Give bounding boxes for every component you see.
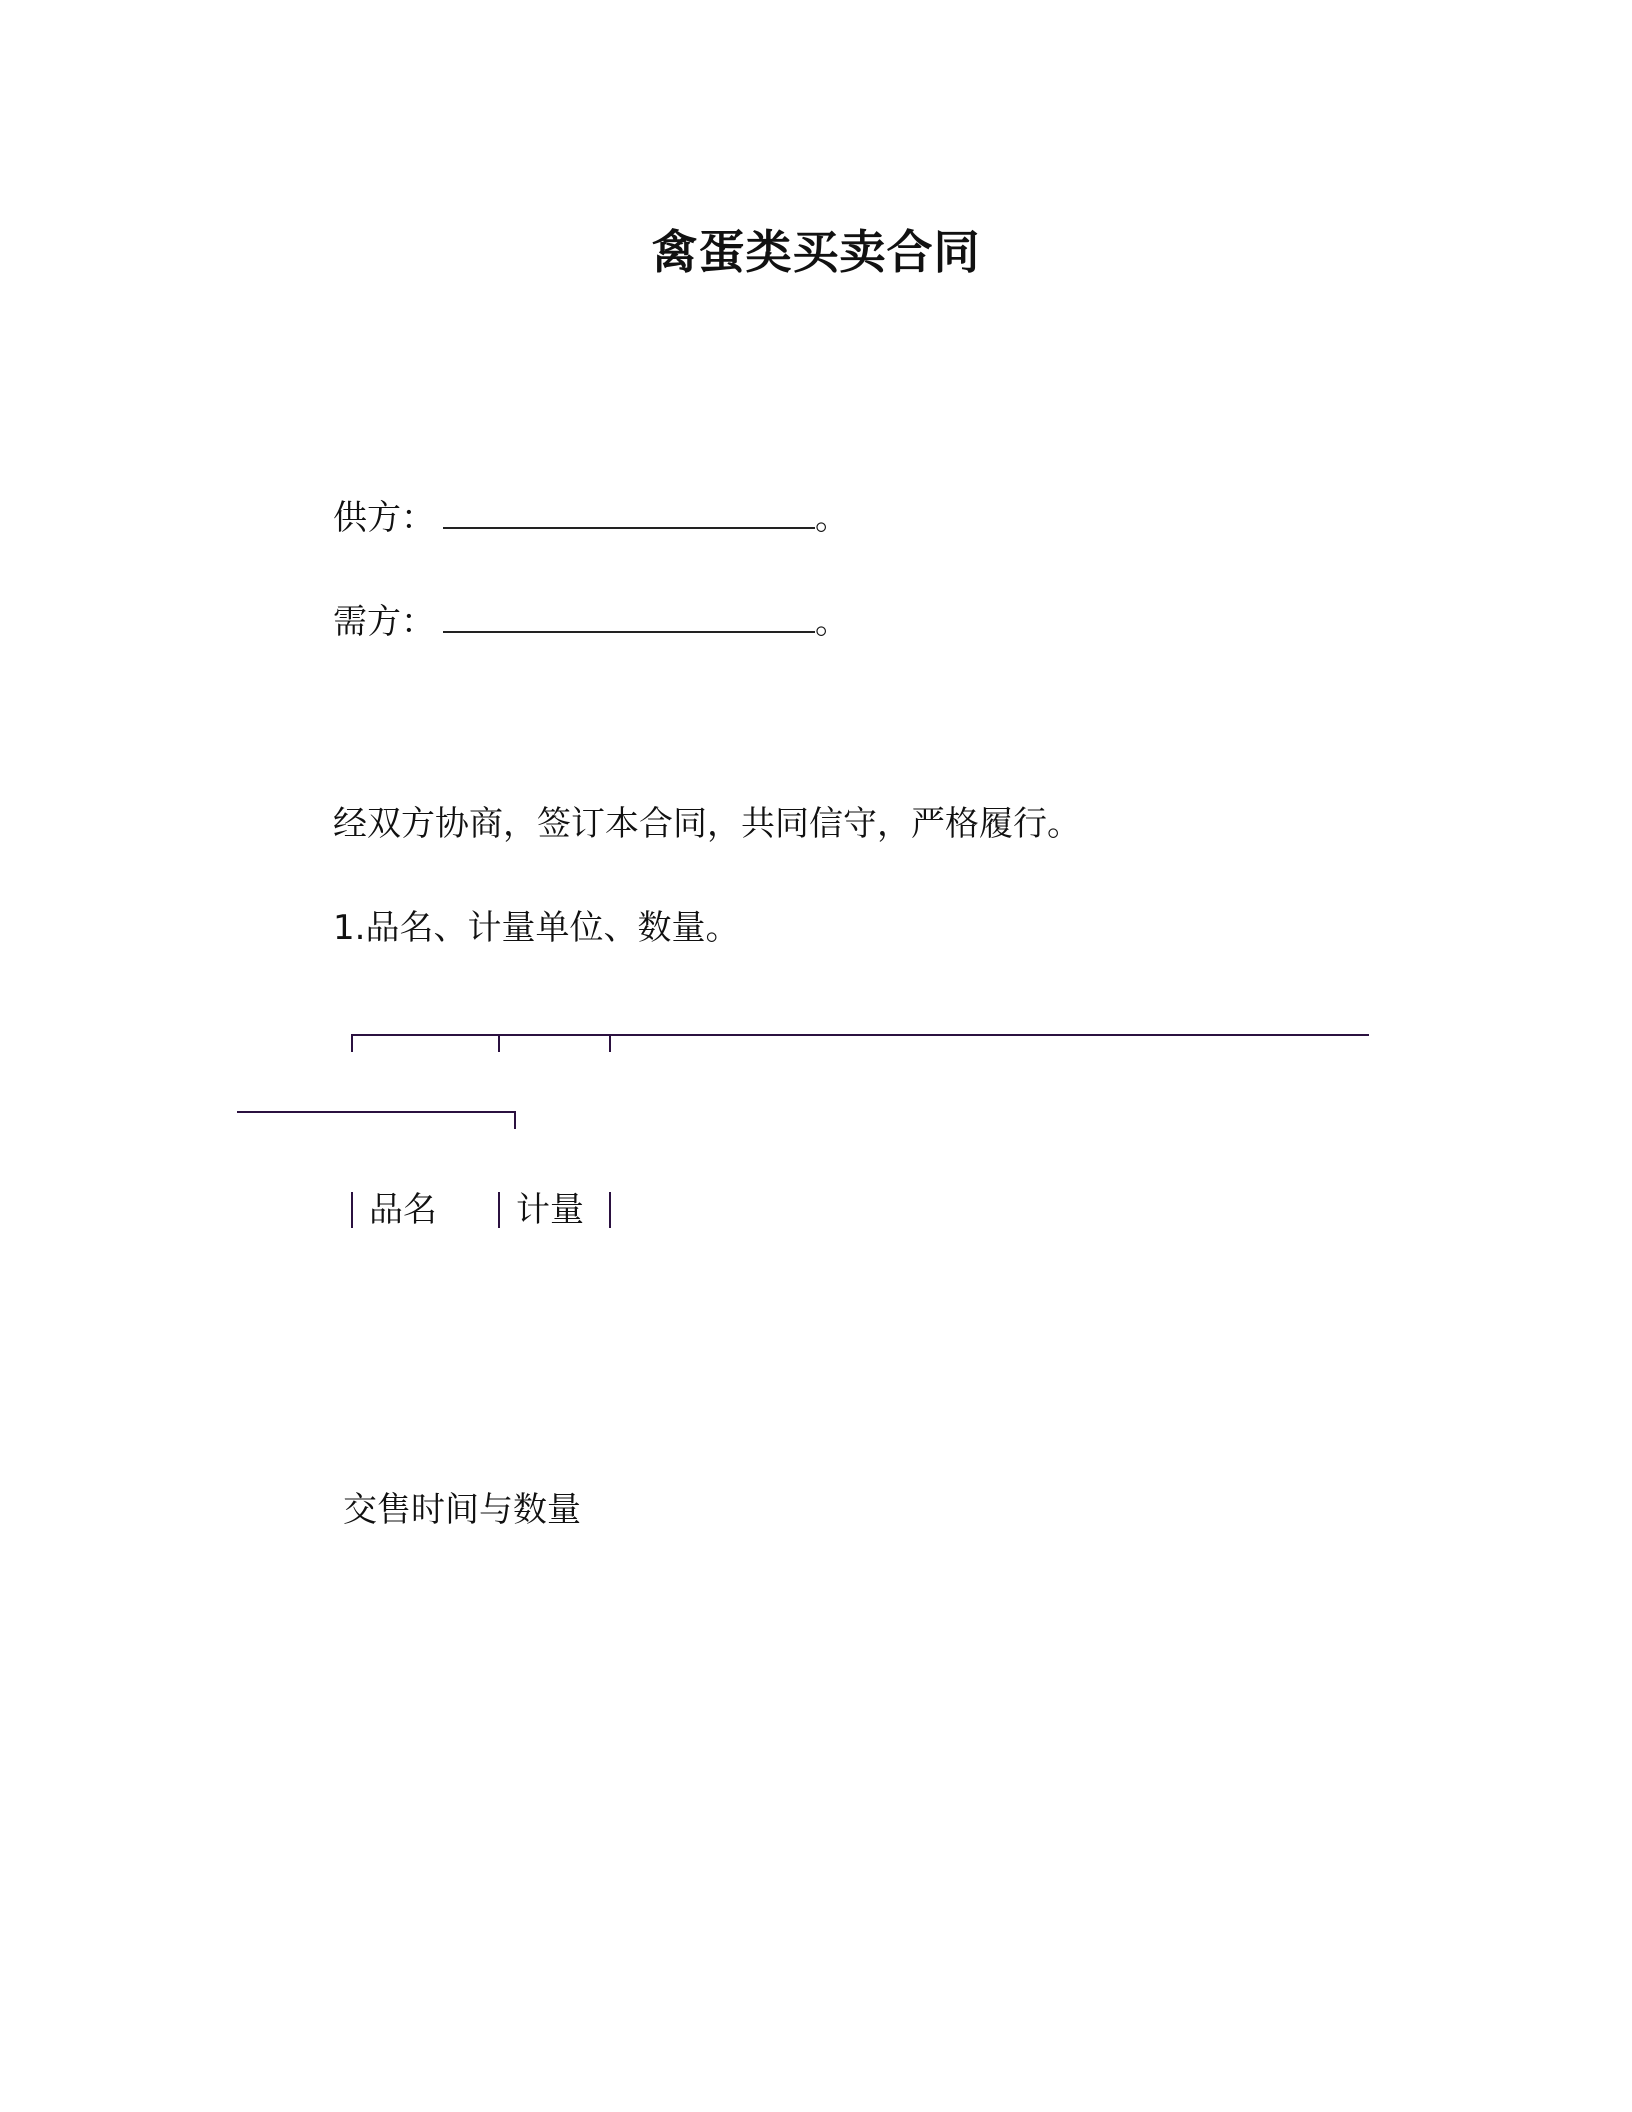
intro-paragraph: 经双方协商，签订本合同，共同信守，严格履行。 <box>333 804 1081 844</box>
table-header-product-name: 品名 <box>369 1190 437 1230</box>
table-top-tick-1 <box>351 1034 353 1052</box>
clause-1-heading: 1.品名、计量单位、数量。 <box>333 908 740 948</box>
buyer-blank <box>443 601 815 633</box>
supplier-period: 。 <box>815 498 849 538</box>
delivery-section-heading: 交售时间与数量 <box>343 1490 581 1530</box>
document-title: 禽蛋类买卖合同 <box>651 225 981 279</box>
table-sub-tick <box>514 1111 516 1129</box>
supplier-blank <box>443 497 815 529</box>
table-header-divider-1 <box>351 1192 353 1228</box>
buyer-field <box>333 598 849 646</box>
table-header-divider-2 <box>498 1192 500 1228</box>
buyer-label: 需方： <box>333 602 435 642</box>
buyer-period: 。 <box>815 602 849 642</box>
table-top-tick-2 <box>498 1034 500 1052</box>
table-top-border <box>351 1034 1369 1036</box>
table-sub-border <box>237 1111 515 1113</box>
table-header-unit: 计量 <box>516 1190 584 1230</box>
supplier-field <box>333 494 849 542</box>
table-top-tick-3 <box>609 1034 611 1052</box>
table-header-divider-3 <box>609 1192 611 1228</box>
supplier-label: 供方： <box>333 498 435 538</box>
